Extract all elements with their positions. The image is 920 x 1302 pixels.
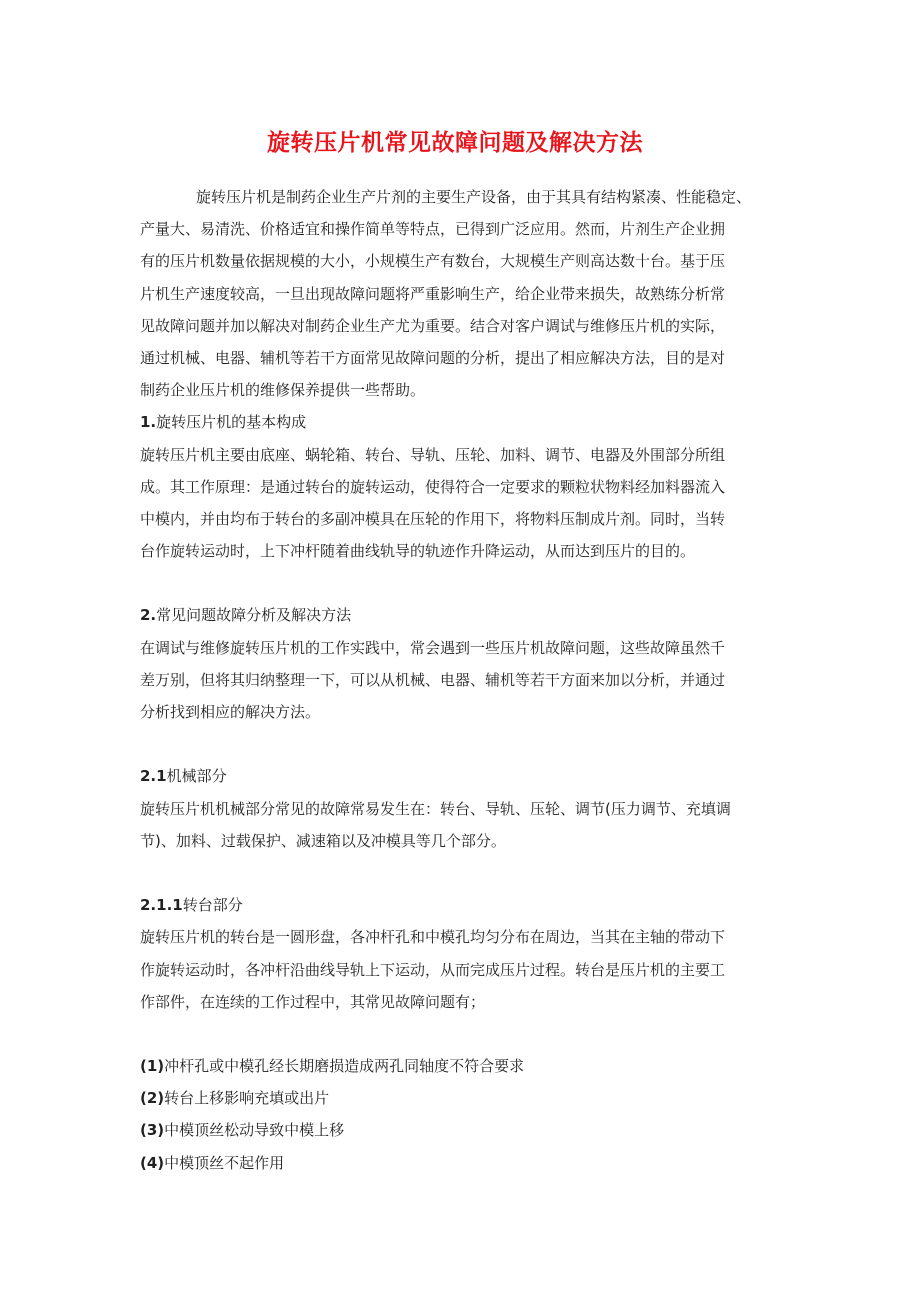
paragraph-line: 有的压片机数量依据规模的大小，小规模生产有数台，大规模生产则高达数十台。基于压 — [140, 252, 726, 271]
paragraph-line: 分析找到相应的解决方法。 — [140, 703, 321, 721]
document-body — [140, 181, 780, 1179]
paragraph-line: 制药企业压片机的维修保养提供一些帮助。 — [140, 381, 426, 400]
paragraph-line: 片机生产速度较高，一旦出现故障问题将严重影响生产，给企业带来损失，故熟练分析常 — [140, 284, 726, 303]
paragraph-line: 节)、加料、过载保护、减速箱以及冲模具等几个部分。 — [140, 831, 506, 850]
list-item-text: 中模顶丝松动导致中模上移 — [164, 1121, 345, 1140]
list-item-number: (1) — [140, 1057, 165, 1076]
fault-list — [140, 1050, 780, 1179]
paragraph-line: 差万别，但将其归纳整理一下，可以从机械、电器、辅机等若干方面来加以分析，并通过 — [140, 670, 726, 689]
paragraph-line: 台作旋转运动时，上下冲杆随着曲线轨导的轨迹作升降运动，从而达到压片的目的。 — [140, 542, 696, 561]
list-item — [140, 1082, 780, 1114]
page-title: 旋转压片机常见故障问题及解决方法 — [267, 130, 643, 156]
list-item — [140, 1050, 780, 1082]
section-heading-2 — [140, 599, 780, 631]
paragraph-line: 旋转压片机是制药企业生产片剂的主要生产设备，由于其具有结构紧凑、性能稳定、 — [196, 188, 752, 206]
section-heading-2-1 — [140, 760, 780, 792]
paragraph-line: 中模内，并由均布于转台的多副冲模具在压轮的作用下，将物料压制成片剂。同时，当转 — [140, 509, 726, 528]
section-title: 机械部分 — [166, 767, 227, 786]
section-number: 1. — [140, 413, 157, 432]
section-title: 旋转压片机的基本构成 — [156, 413, 307, 432]
section-heading-1 — [140, 406, 780, 438]
section-heading-2-1-1 — [140, 889, 780, 921]
paragraph-line: 作旋转运动时，各冲杆沿曲线导轨上下运动，从而完成压片过程。转台是压片机的主要工 — [140, 960, 726, 979]
list-item-number: (3) — [140, 1121, 165, 1140]
section-title: 常见问题故障分析及解决方法 — [156, 606, 352, 625]
list-item-number: (4) — [140, 1153, 165, 1172]
spacer — [140, 567, 780, 599]
paragraph-line: 旋转压片机的转台是一圆形盘，各冲杆孔和中模孔均匀分布在周边，当其在主轴的带动下 — [140, 928, 726, 947]
section-number: 2.1 — [140, 767, 167, 786]
list-item-text: 中模顶丝不起作用 — [164, 1153, 285, 1172]
list-item-text: 冲杆孔或中模孔经长期磨损造成两孔同轴度不符合要求 — [164, 1057, 525, 1076]
section-number: 2.1.1 — [140, 896, 183, 915]
list-item-text: 转台上移影响充填或出片 — [164, 1089, 330, 1108]
list-item-number: (2) — [140, 1089, 165, 1108]
list-item — [140, 1147, 780, 1179]
spacer — [140, 1018, 780, 1050]
paragraph-line: 旋转压片机机械部分常见的故障常易发生在：转台、导轨、压轮、调节(压力调节、充填调 — [140, 799, 731, 818]
section-2-paragraph — [140, 632, 780, 729]
section-2-1-1-paragraph — [140, 921, 780, 1018]
paragraph-line: 通过机械、电器、辅机等若干方面常见故障问题的分析，提出了相应解决方法，目的是对 — [140, 348, 726, 367]
section-2-1-paragraph — [140, 793, 780, 857]
paragraph-line: 旋转压片机主要由底座、蜗轮箱、转台、导轨、压轮、加料、调节、电器及外围部分所组 — [140, 445, 726, 464]
paragraph-line: 产量大、易清洗、价格适宜和操作简单等特点，已得到广泛应用。然而，片剂生产企业拥 — [140, 220, 726, 239]
section-number: 2. — [140, 606, 157, 625]
paragraph-line: 见故障问题并加以解决对制药企业生产尤为重要。结合对客户调试与维修压片机的实际， — [140, 316, 726, 335]
spacer — [140, 857, 780, 889]
list-item — [140, 1114, 780, 1146]
paragraph-line: 作部件，在连续的工作过程中，其常见故障问题有； — [140, 992, 486, 1011]
intro-paragraph — [140, 181, 780, 406]
paragraph-line: 成。其工作原理：是通过转台的旋转运动，使得符合一定要求的颗粒状物料经加料器流入 — [140, 477, 726, 496]
section-title: 转台部分 — [182, 896, 243, 915]
paragraph-line: 在调试与维修旋转压片机的工作实践中，常会遇到一些压片机故障问题，这些故障虽然千 — [140, 638, 726, 657]
spacer — [140, 728, 780, 760]
section-1-paragraph — [140, 439, 780, 568]
